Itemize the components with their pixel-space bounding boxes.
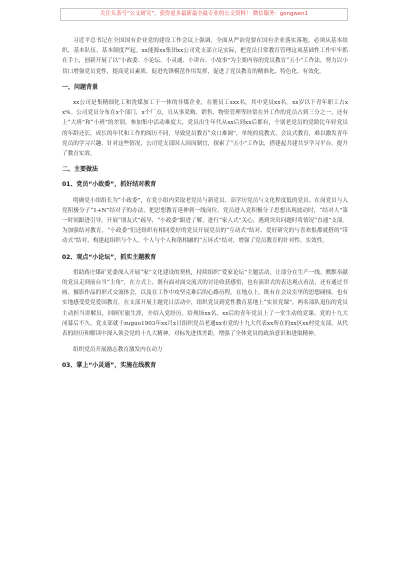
subsection-body-1: 明确党小组组长为“小政委”，在党小组内采取老党员与新党员、高学历党员与文化程度低的党员、在岗党员与入党积极分子“1+N”结对子的办法，把思想教育延伸到一线岗位、党员进入党积极分子思想出现波动时，“结对人”第一时间跟进引导，开展“朋友式”疏导，“小政委”跟进了解，进行“家人式”关心，遇到突出问题时将情况“直通”支部。为加强结对教育，“小政委”们还组织有相同爱好的党员开展党员的“互动式”结对、爱好研究的与喜欢报都就搭的“带动式”结对，构建起组织与个人、个人与个人和谐相融的“五环式”结对，增强了党员教育的针对性、实效性。 <box>62 197 348 245</box>
subsection-title-3: 03、掌上“小灵通”，实施在线教育 <box>62 362 157 370</box>
inline-subtitle: 组织党员开展励志教育激发内在动力 <box>73 347 163 354</box>
section-heading-practices: 二、主要做法 <box>62 166 99 174</box>
section-heading-background: 一、问题背景 <box>62 83 99 91</box>
background-paragraph: xx公司是集精细化工和洗煤加工于一体的非煤企业，在册员工xxx名，其中党员xx名。xx岁以下青年职工占xx%。公司党员分布在x个部门，x个厂点，且从事采购、销售、物资管理等经常在外工作的党员占到三分之一，还有上“大班”和“小班”的差别，参加集中活动难度大。党员出生年代从xx后到xx后都有，个别老党员的党龄比年轻党员的年龄还长，成长的年代和工作的阅历不同，导致党员教育“众口难调”，单纯的说教式、会议式教育，难以激发青年党员的学习兴趣、针对这些情况，公司党支部因人因岗制宜，探索了“五小”工作法，搭建起共建共享学习平台，提升了教育实效。 <box>62 100 348 158</box>
subsection-title-2: 02、观点“小论坛”，抓实主题教育 <box>62 253 157 261</box>
subsection-title-1: 01、党员“小政委”，抓好结对教育 <box>62 181 157 189</box>
document-body <box>62 36 348 377</box>
subsection-body-2: 借助蒋庄煤矿党委深入开展“家”文化建设的契机，持续组织“爱家论坛”主题活动，让部分在生产一线、默默奉献的党员走到前台当“主角”，在方式上，既有面对面交流式的讨论收获感悟，也有演讲式的表达观点看法，还有通过书画、摄影作品的形式交流体会，以及在工作中攻坚克难后的心路历程。在地点上，既有在会议室里的思想碰撞，也有实地感受爱党爱国教育，在支部开展主题党日活动中，组织党员到党性教育基地上“实景党课”，两名部队退伍的党员主动担当讲解员，回顾军旅生涯，介绍入党经历，给现场xx名、xx后的青年党员上了一堂生动的党课。党的十九大闭幕后不久，党支部就于zuguo1903年xx月x日组织党员老通xx市党的十九大代表xx所在的xx区xx村党支部，从代表的经历和解读中深入领会党的十九大精神，对标先进找差距，增强了全体党员的政治意识和进取精神。 <box>62 269 348 338</box>
intro-paragraph: 习近平总书记在全国国有企业党的建设工作会议上强调，全面从严治党要在国有企业落实落地，必须从基本组织、基本队伍、基本制度严起。xx能源xx集团xx公司党支部立足实际，把党员日常教育管理这项基础性工作牢牢抓在手上，创新开展了以“小政委、小论坛、小灵通、小讲台、小故事”为主要内容的党员教育“五小”工作法，努力以小切口增强党员党性，提高党员素质，促进先锋模范作用发挥，促进了党员教育的精准化、特色化、有效化。 <box>62 38 348 75</box>
promo-banner: 关注头条号“公文研究”，获得更多最新最全最专业的公文资料！ 微信服务：gongwen1 <box>60 8 348 21</box>
